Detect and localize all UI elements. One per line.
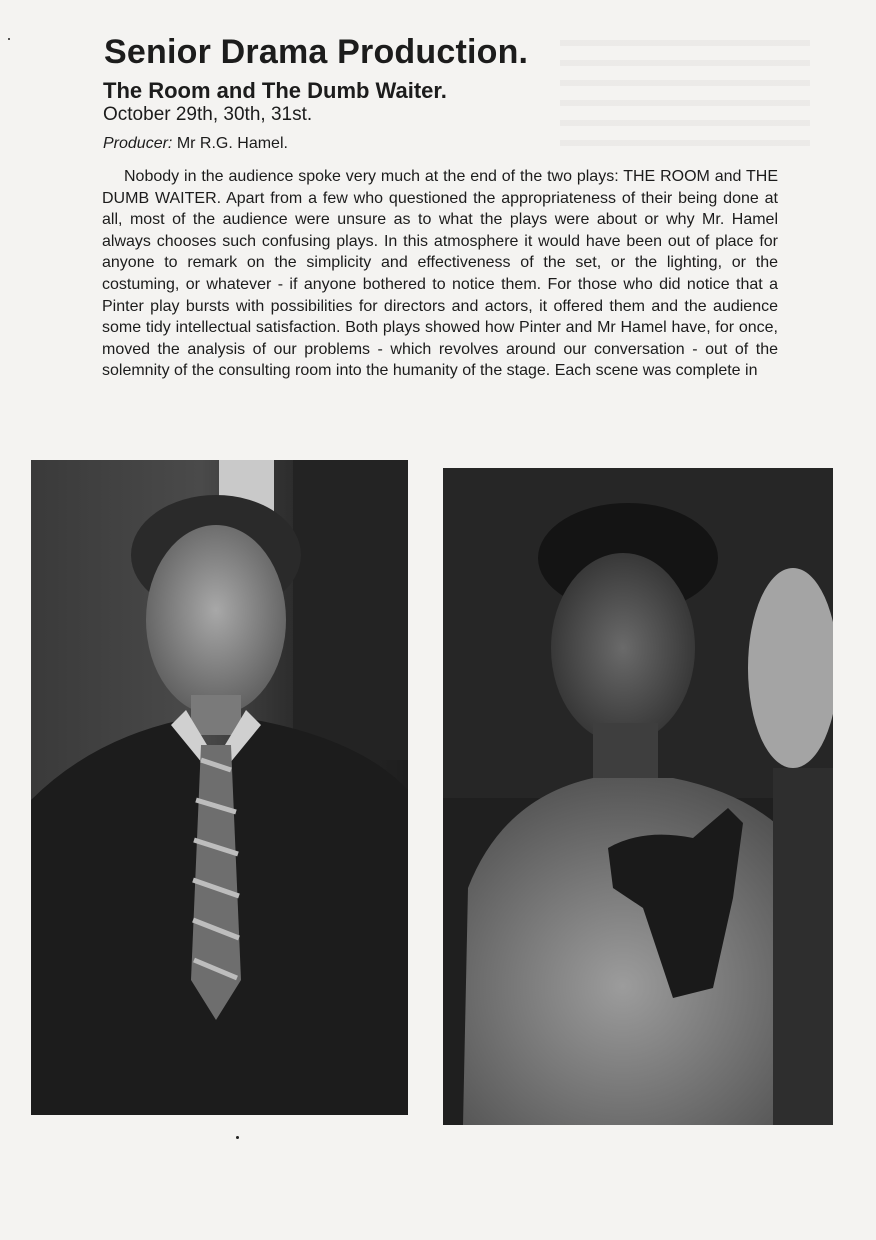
page-subtitle: The Room and The Dumb Waiter. — [103, 78, 447, 103]
bleed-through-text — [560, 40, 810, 160]
performance-dates: October 29th, 30th, 31st. — [103, 104, 313, 125]
print-speck — [8, 38, 10, 40]
page-title: Senior Drama Production. — [104, 33, 529, 71]
photo-shirtless-actor — [443, 468, 833, 1125]
article-body: Nobody in the audience spoke very much at the end of the two plays: THE ROOM and THE DUMB WAITER. Apart from a few who questioned the appropriateness of their being done at all, most of the audience were unsure as to what the plays were about or why Mr. Hamel always chooses such confusing plays. In this atmosphere it would have been out of place for anyone to remark on the simplicity and effectiveness of the set, or the lighting, or the costuming, or whatever - if anyone bothered to notice them. For those who did notice that a Pinter play bursts with possibilities for directors and actors, it offered them and the audience some tidy intellectual satisfaction. Both plays showed how Pinter and Mr Hamel have, for once, moved the analysis of our problems - which revolves around our conversation - out of the solemnity of the consulting room into the humanity of the stage. Each scene was complete in — [102, 168, 778, 380]
photo-man-in-suit — [31, 460, 408, 1115]
producer-line — [103, 133, 288, 155]
producer-label: Producer: — [103, 135, 173, 152]
producer-name: Mr R.G. Hamel. — [172, 135, 288, 152]
print-speck — [236, 1136, 239, 1139]
